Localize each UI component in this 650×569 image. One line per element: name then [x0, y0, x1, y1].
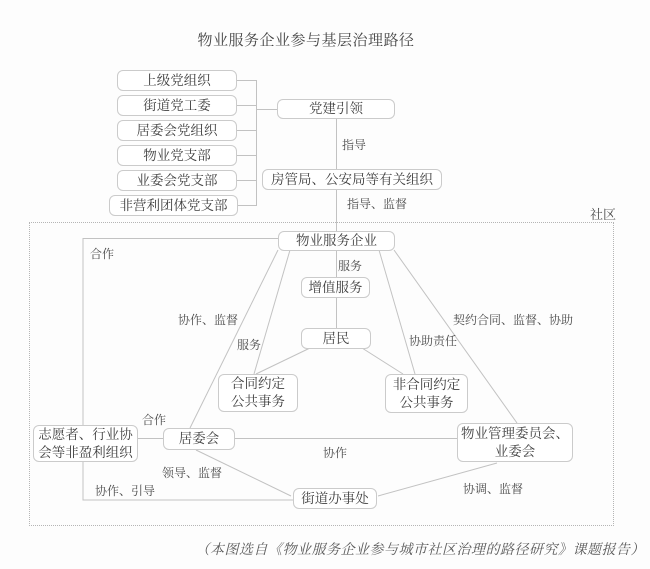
node-party-building-leadership: 党建引领	[277, 99, 395, 119]
edge-label-guidance: 指导	[342, 138, 367, 152]
node-nonprofit-group-party-branch: 非营利团体党支部	[109, 195, 238, 216]
source-caption: （本图选自《物业服务企业参与城市社区治理的路径研究》课题报告）	[195, 542, 645, 558]
node-non-contract-public-affairs: 非合同约定 公共事务	[385, 374, 468, 413]
edge-label-service-vertical: 服务	[338, 259, 363, 273]
diagram-title: 物业服务企业参与基层治理路径	[197, 32, 415, 49]
edge-label-collaboration: 协作	[323, 446, 348, 460]
edge-label-assistance-responsibility: 协助责任	[409, 334, 458, 348]
node-street-office: 街道办事处	[293, 488, 377, 509]
edge-label-contract-supervision-assistance: 契约合同、监督、协助	[453, 313, 574, 327]
node-gov-organs: 房管局、公安局等有关组织	[262, 169, 442, 190]
community-region-label: 社区	[589, 207, 616, 222]
node-property-party-branch: 物业党支部	[117, 145, 237, 166]
edge-label-leadership-supervision: 领导、监督	[162, 466, 223, 480]
node-residents-committee: 居委会	[163, 428, 235, 450]
edge-label-collaboration-guidance: 协作、引导	[95, 484, 156, 498]
node-contract-public-affairs: 合同约定 公共事务	[218, 374, 298, 412]
edge-label-cooperation-top: 合作	[90, 247, 115, 261]
node-value-added-services: 增值服务	[301, 277, 370, 298]
edge-label-coordination-supervision: 协调、监督	[463, 482, 524, 496]
edge-label-guidance-supervision: 指导、监督	[347, 197, 408, 211]
node-street-party-committee: 街道党工委	[117, 95, 237, 116]
edge-label-cooperation-mid: 合作	[142, 413, 167, 427]
node-property-service-company: 物业服务企业	[278, 231, 395, 251]
node-residents: 居民	[301, 328, 371, 349]
node-volunteers-nonprofit-orgs: 志愿者、行业协 会等非盈利组织	[33, 425, 138, 462]
node-owners-committee-party-branch: 业委会党支部	[117, 170, 237, 191]
node-residents-committee-party-org: 居委会党组织	[117, 120, 237, 141]
node-property-mgmt-owners-committee: 物业管理委员会、 业委会	[457, 423, 573, 462]
node-superior-party-org: 上级党组织	[117, 70, 237, 91]
edge-label-collaboration-supervision: 协作、监督	[178, 313, 239, 327]
edge-label-service-diagonal: 服务	[237, 338, 262, 352]
